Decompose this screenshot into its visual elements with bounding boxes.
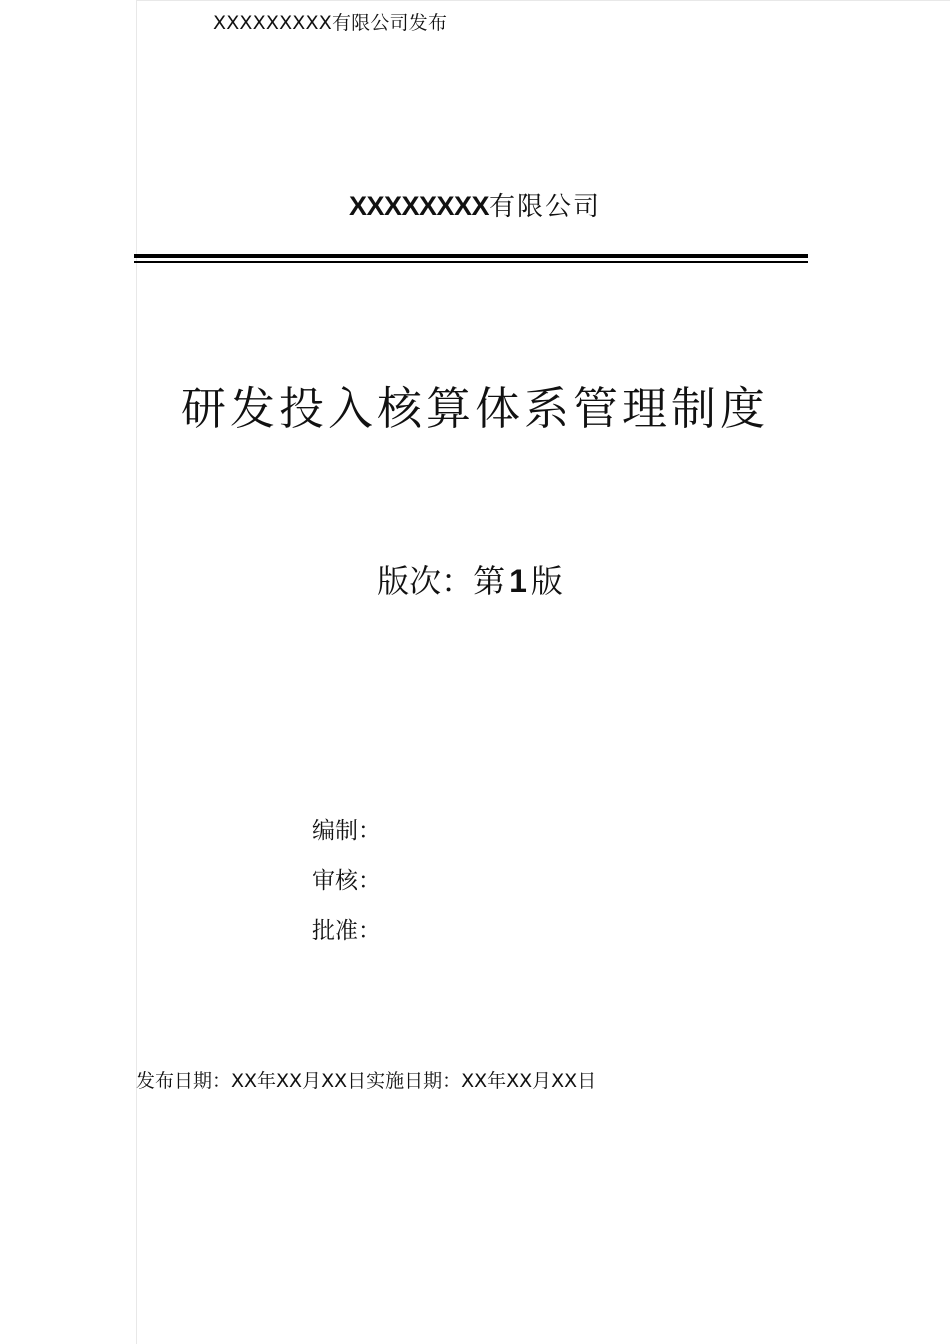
version-prefix: 版次：第 [377,562,506,600]
company-name-latin: XXXXXXXX [348,191,490,221]
version-line [0,556,940,602]
page-top-edge [136,0,950,1]
header-rule-thick [134,254,808,258]
signature-block [312,812,381,962]
header-rule-thin [134,261,808,263]
reviewed-by-label: 审核： [312,868,381,894]
publish-effective-dates: 发布日期：XX年XX月XX日实施日期：XX年XX月XX日 [136,1070,597,1092]
version-suffix: 版 [530,562,563,600]
version-number: 1 [509,563,527,599]
company-name-cjk: 有限公司 [489,192,602,222]
company-name [0,186,950,223]
compiled-by-label: 编制： [312,818,381,844]
publisher-header: XXXXXXXXX有限公司发布 [213,12,448,34]
approved-by-label: 批准： [312,918,381,944]
document-title: 研发投入核算体系管理制度 [180,382,769,435]
